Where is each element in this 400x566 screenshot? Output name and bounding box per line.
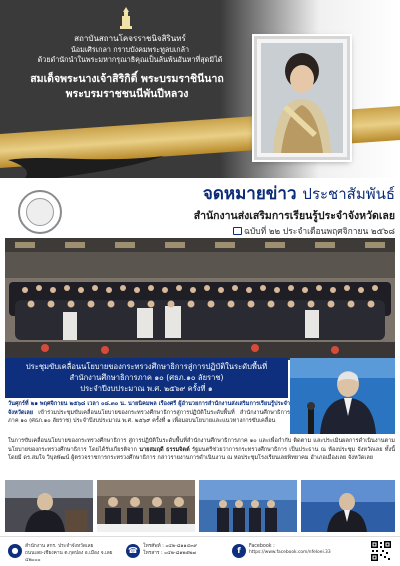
tribute-line-1: น้อมเศิรเกลา กราบบังคมพระทูลบเกล้า	[70, 44, 190, 54]
person-2: นายสมฤดี ธรรมจิตต์	[139, 446, 190, 453]
article-body	[8, 400, 290, 426]
title-accent: ประชาสัมพันธ์	[302, 185, 395, 203]
royal-name-line-1: สมเด็จพระนางเจ้าสิริกิติ์ พระบรมราชินีนาถ	[30, 73, 224, 85]
headline-line-2: สำนักงานศึกษาธิการภาค ๑๐ (ศธภ.๑๐ ลัยราช)	[69, 373, 224, 382]
thumbnail-photo[interactable]	[97, 480, 195, 532]
facebook-icon: f	[232, 544, 246, 558]
body-text-2: ในการขับเคลื่อนนโยบายของกระทรวงศึกษาธิการ สู่การปฏิบัติในระดับพื้นที่สำนักงานศึกษาธิการภาค ๑๐ และเพื่อกำกับ ติดตาม และประเมินผลการดำเนินงานตามนโยบายของกระทรวงศึกษาธิการ โดยได้รับเกียรติจาก	[8, 438, 395, 453]
address-line-2: ถนนเลย-เชียงคาน ต.กุดป่อง อ.เมือง จ.เลย	[25, 551, 113, 557]
phone-icon: ☎	[126, 544, 140, 558]
headline-line-1: ประชุมขับเคลื่อนนโยบายของกระทรวงศึกษาธิการสู่การปฏิบัติในระดับพื้นที่	[25, 362, 268, 371]
seal-inner	[26, 198, 54, 226]
news-headline	[5, 358, 288, 398]
facebook-url[interactable]: https://www.facebook.com/nfeloei.33	[249, 550, 331, 556]
org-line: สถาบันสถานโคจรราชนิจสิรินทร์	[74, 34, 186, 43]
thumbnail-official	[301, 480, 395, 532]
royal-name-line-2: พระบรมราชชนนีพันปีหลวง	[65, 88, 189, 101]
newsletter-title	[140, 180, 395, 207]
issue-line	[150, 224, 395, 238]
group-photo-illustration	[5, 238, 395, 360]
office-logo-seal	[18, 190, 62, 234]
body-text-4: ทั้งนี้ โดยมี ดร.สมใจ วิบุลพัฒน์ ผู้ตรวจราชการกระทรวงศึกษาธิการ กล่าวรายงานการดำเนินงาน ณ หอประชุมโรงเรียนเลยพิทยาคม อำเภอเมืองเลย จังหวัดเลย	[8, 446, 396, 462]
speaker-illustration	[290, 358, 395, 434]
tribute-text	[30, 34, 230, 64]
fax-text: โทรสาร : ๐๔๒-๘๑๒๕๒๗	[143, 551, 196, 557]
office-name: สำนักงานส่งเสริมการเรียนรู้ประจำจังหวัดเลย	[193, 210, 395, 222]
thumbnail-photo[interactable]	[199, 480, 297, 532]
facebook-label: Facebook :	[249, 544, 275, 549]
body-text-1: เข้าร่วมประชุมขับเคลื่อนนโยบายของกระทรวงศึกษาธิการสู่การปฏิบัติในระดับพื้นที่ สำนักงานศึกษาธิการภาค ๑๐ (ศธภ.๑๐ ลัยราช) ประจำปีงบประมาณ พ.ศ. ๒๕๖๙ ครั้งที่ ๑ เพื่อมอบนโยบายและแนวทางการขับเคลื่อน	[8, 409, 291, 425]
footer-phone	[126, 542, 226, 562]
tribute-line-2: ด้วยดำนักนำในพระมหากรุณาธิคุณเป็นล้นพ้นอันหาที่สุดมิได้	[37, 54, 223, 64]
thumbnail-photo[interactable]	[301, 480, 395, 532]
footer-address	[8, 542, 116, 562]
thumbnail-guests-seated	[97, 480, 195, 532]
phone-text[interactable]: โทรศัพท์ : ๐๔๒-๘๑๑๔๓๙	[143, 544, 198, 549]
royal-name	[22, 72, 232, 102]
location-icon: ●	[8, 544, 22, 558]
thumbnail-photo[interactable]	[5, 480, 93, 532]
title-main: จดหมายข่าว	[202, 184, 297, 204]
royal-emblem-icon	[116, 6, 136, 32]
qr-code-icon[interactable]	[370, 540, 392, 562]
brushstroke-decoration	[6, 150, 166, 178]
portrait-frame	[254, 36, 350, 160]
body-text-3: รัฐมนตรีช่วยว่าการกระทรวงศึกษาธิการ เป็นประธาน ณ ห้องประชุม จังหวัดเลย	[192, 446, 383, 453]
thumbnail-stage-group	[199, 480, 297, 532]
address-line-1: สำนักงาน สกร. ประจำจังหวัดเลย	[25, 544, 94, 549]
date-lead: วันศุกร์ที่ ๒๑ พฤศจิกายน ๒๕๖๘ เวลา ๐๘.๓๐ น.	[8, 401, 127, 407]
headline-line-3: ประจำปีงบประมาณ พ.ศ. ๒๕๖๙ ครั้งที่ ๑	[80, 384, 213, 393]
issue-text: ฉบับที่ ๒๒ ประจำเดือนพฤศจิกายน ๒๕๖๘	[244, 227, 395, 237]
portrait-illustration	[261, 43, 343, 153]
royal-portrait	[261, 43, 343, 153]
main-group-photo	[5, 238, 395, 360]
person-lead: นายนิคมพล เรืองศรี ผู้อำนวยการสำนักงานส่งเสริมการเรียนรู้ประจำจังหวัดเลย	[8, 401, 291, 416]
thumbnail-speaker-podium	[5, 480, 93, 532]
book-icon	[233, 227, 242, 235]
royal-tribute-banner	[0, 0, 400, 178]
speaker-photo	[290, 358, 395, 434]
footer	[0, 536, 400, 566]
photo-thumbnails	[5, 480, 395, 532]
address-line-3: ๔๒๐๐๐	[25, 558, 41, 564]
article-body-continued	[8, 437, 395, 463]
footer-facebook	[232, 542, 362, 562]
